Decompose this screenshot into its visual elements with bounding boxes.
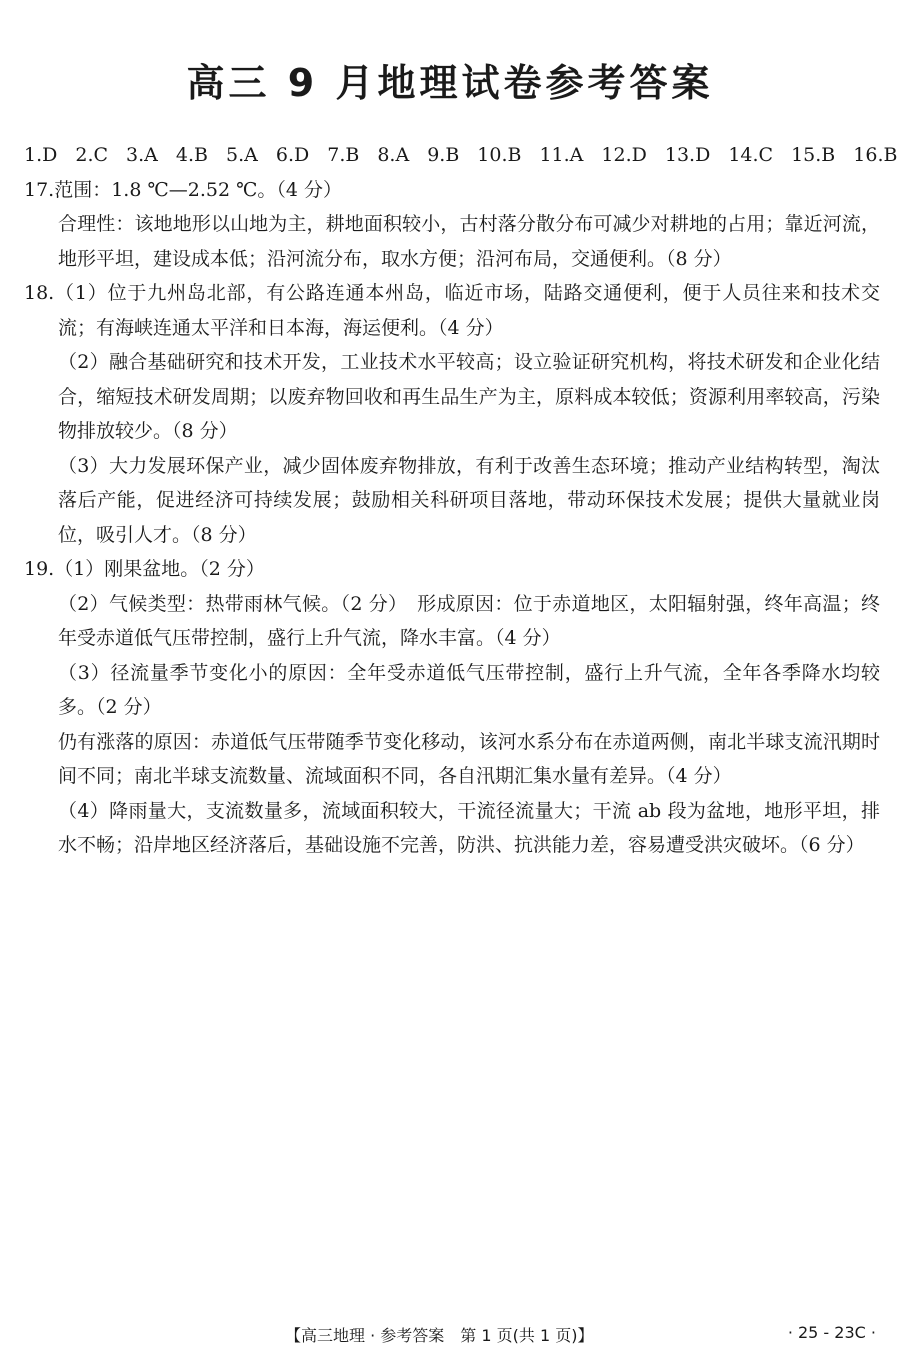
answer-3: 3.A (126, 144, 158, 166)
answer-4: 4.B (175, 144, 208, 166)
answer-8: 8.A (377, 144, 410, 166)
answer-9: 9.B (427, 144, 460, 166)
answer-15: 15.B (791, 144, 836, 166)
answer-1: 1.D (24, 144, 58, 166)
answer-2: 2.C (75, 144, 109, 166)
q19-part4: （4）降雨量大，支流数量多，流域面积较大，干流径流量大；干流 ab 段为盆地，地形平坦，排水不畅；沿岸地区经济落后，基础设施不完善，防洪、抗洪能力差，容易遭受洪灾破坏。（6 分） (58, 799, 880, 856)
footer-code: · 25 - 23C · (787, 1323, 876, 1342)
q17-range: 17.范围：1.8 ℃—2.52 ℃。（4 分） (24, 178, 342, 201)
q18-part1: 18.（1）位于九州岛北部，有公路连通本州岛，临近市场，陆路交通便利，便于人员往来和技术交流；有海峡连通太平洋和日本海，海运便利。（4 分） (24, 282, 880, 339)
answer-content (24, 138, 898, 863)
q19-part1: 19.（1）刚果盆地。（2 分） (24, 558, 265, 580)
q18-part2: （2）融合基础研究和技术开发，工业技术水平较高；设立验证研究机构，将技术研发和企业化结合，缩短技术研发周期；以废弃物回收和再生品生产为主，原料成本较低；资源利用率较高，污染物排放较少。（8 分） (58, 351, 880, 442)
q17-reason: 合理性：该地地形以山地为主，耕地面积较小，古村落分散分布可减少对耕地的占用；靠近河流，地形平坦，建设成本低；沿河流分布，取水方便；沿河布局，交通便利。（8 分） (58, 213, 880, 270)
footer-page-info: 【高三地理 · 参考答案 第 1 页(共 1 页)】 (285, 1326, 594, 1345)
page-title: 高三 9 月地理试卷参考答案 (186, 61, 714, 105)
answer-16: 16.B (853, 144, 898, 166)
answer-11: 11.A (539, 144, 584, 166)
answer-6: 6.D (275, 144, 310, 166)
answer-10: 10.B (477, 144, 522, 166)
multiple-choice-answers (24, 138, 898, 173)
answer-14: 14.C (728, 144, 774, 166)
answer-12: 12.D (601, 144, 647, 166)
q18-part3: （3）大力发展环保产业，减少固体废弃物排放，有利于改善生态环境；推动产业结构转型，淘汰落后产能，促进经济可持续发展；鼓励相关科研项目落地，带动环保技术发展；提供大量就业岗位，吸引人才。（8 分） (58, 454, 880, 546)
answer-5: 5.A (226, 144, 258, 166)
q19-part3a: （3）径流量季节变化小的原因：全年受赤道低气压带控制，盛行上升气流，全年各季降水均较多。（2 分） (58, 661, 880, 718)
answer-7: 7.B (327, 144, 360, 166)
answer-13: 13.D (664, 144, 711, 166)
q19-part2: （2）气候类型：热带雨林气候。（2 分） 形成原因：位于赤道地区，太阳辐射强，终年高温；终年受赤道低气压带控制，盛行上升气流，降水丰富。（4 分） (58, 592, 880, 649)
q19-part3b: 仍有涨落的原因：赤道低气压带随季节变化移动，该河水系分布在赤道两侧，南北半球支流汛期时间不同；南北半球支流数量、流域面积不同，各自汛期汇集水量有差异。（4 分） (58, 730, 880, 787)
